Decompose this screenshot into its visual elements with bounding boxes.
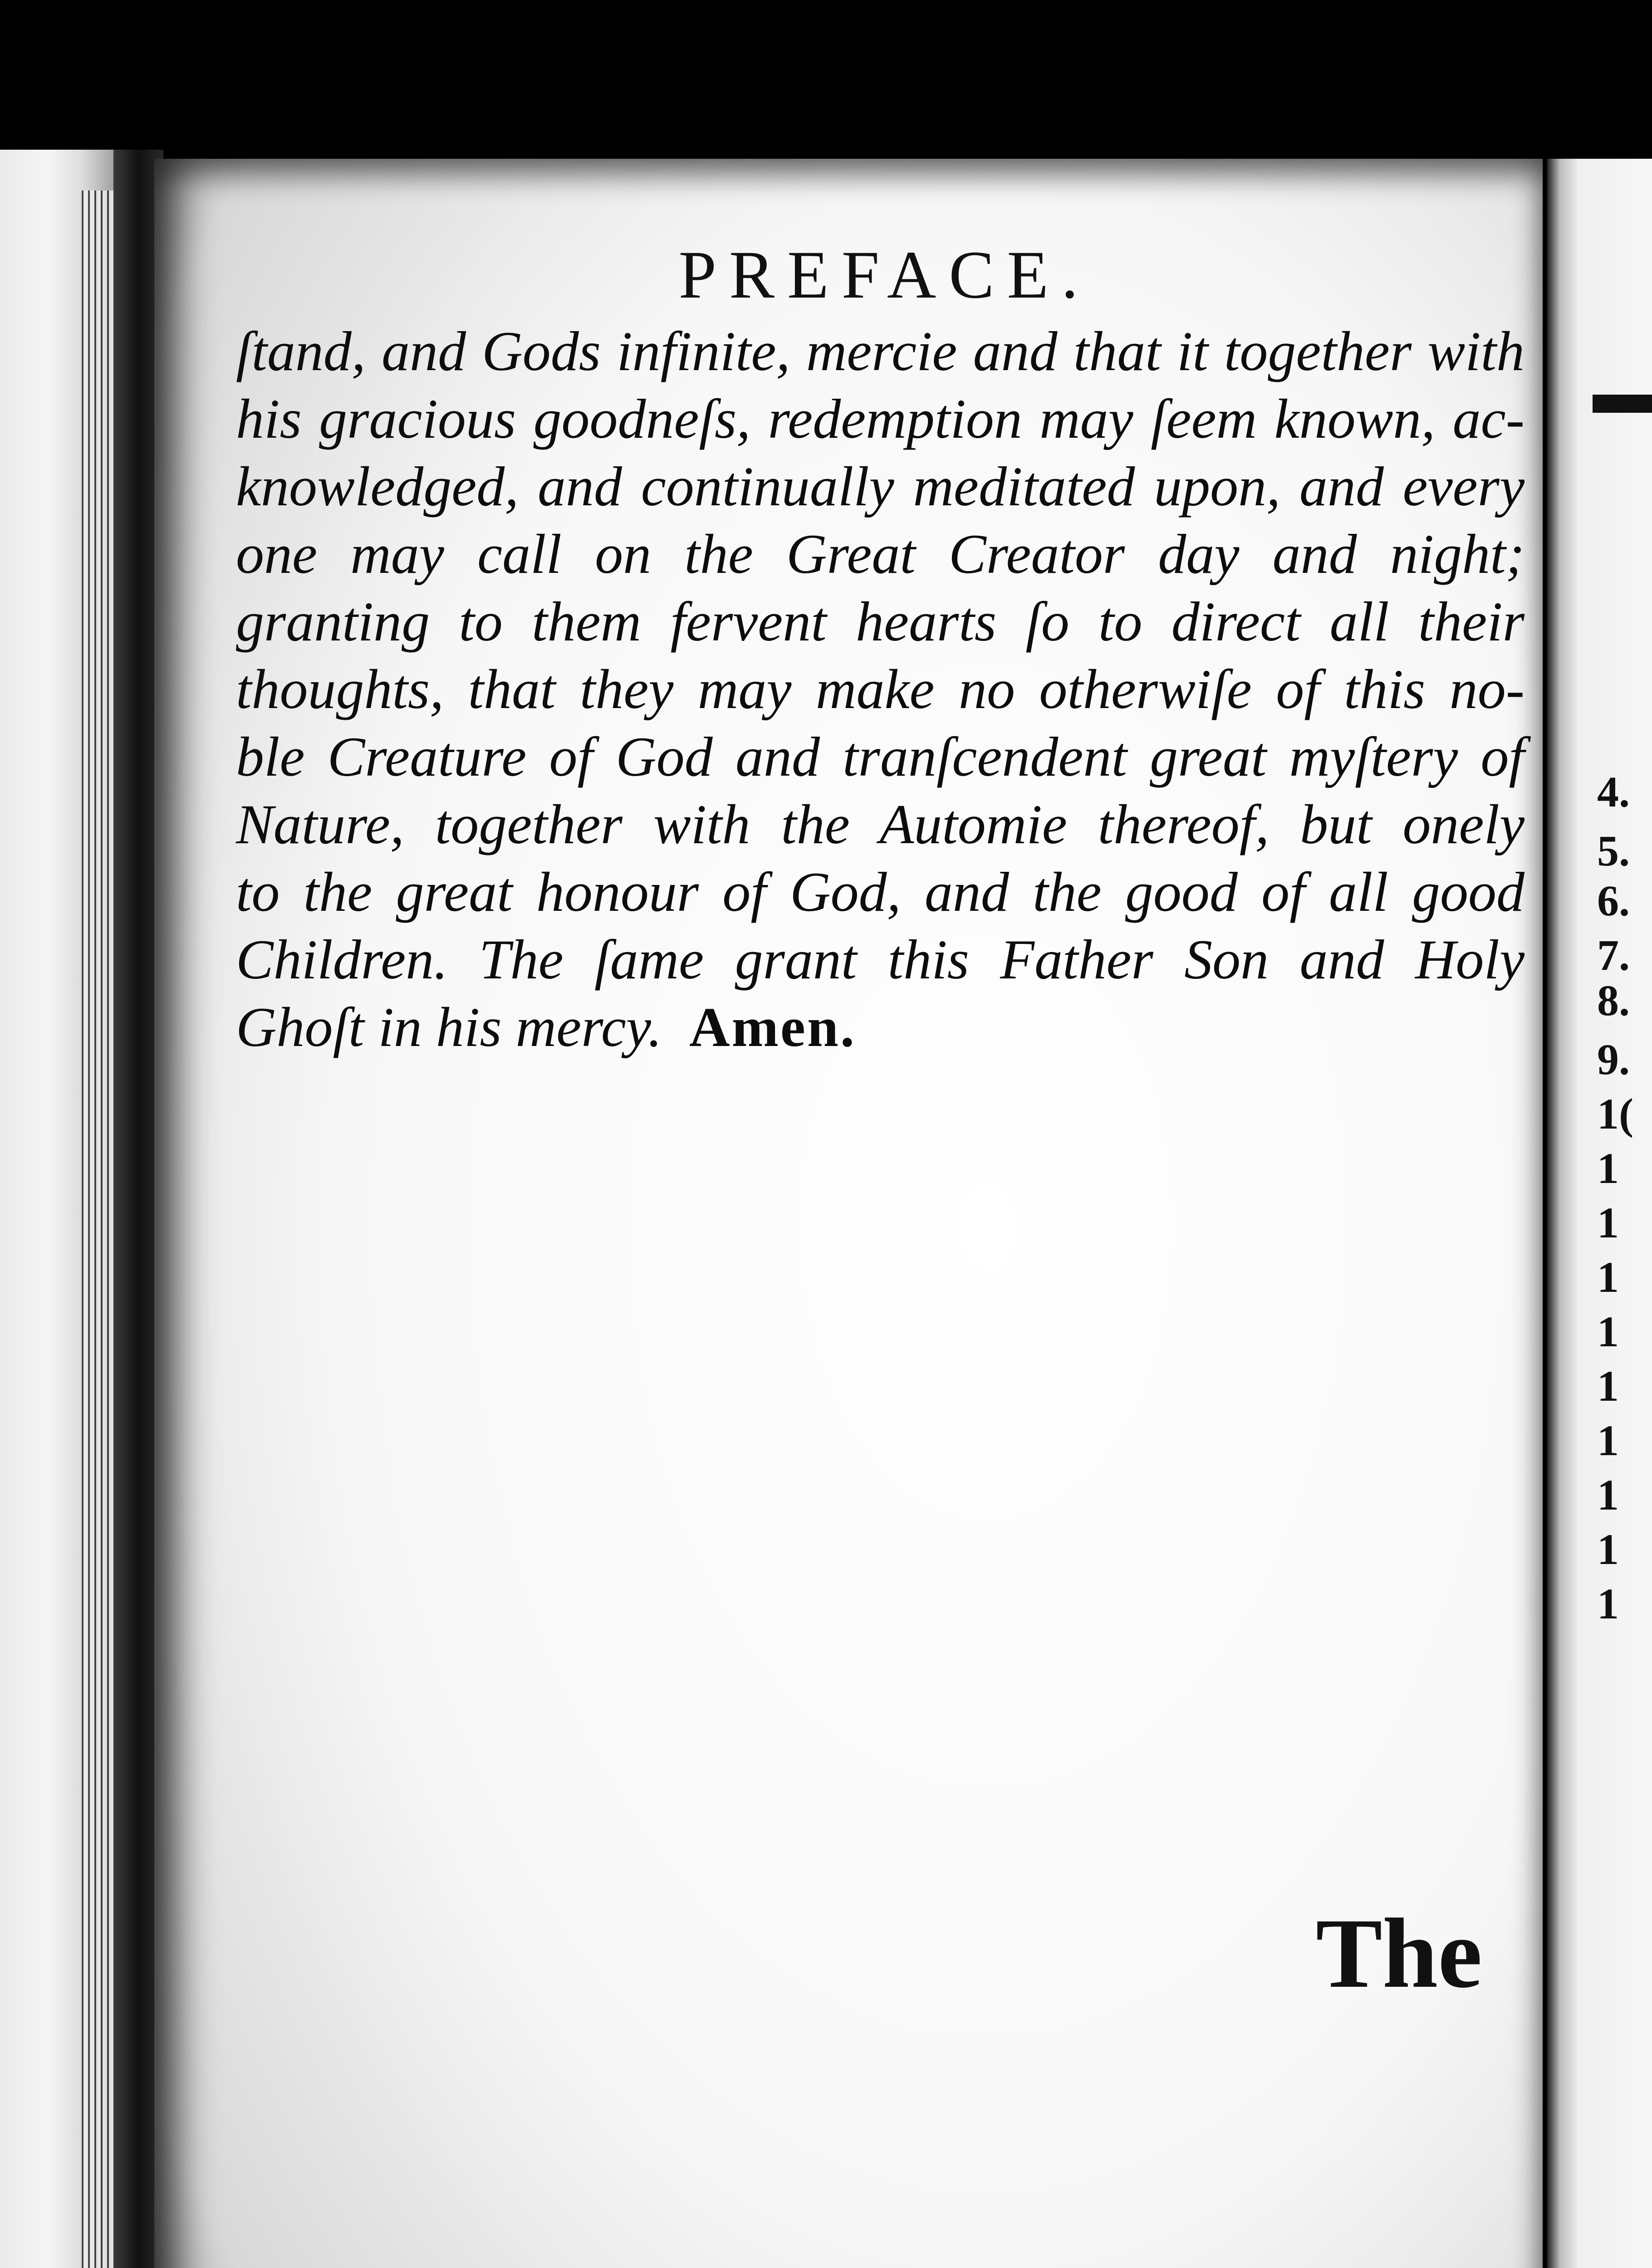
- right-page-fragment: 7.: [1597, 931, 1630, 979]
- text-line: thoughts, that they may make no otherwiſe of this no-: [236, 658, 1525, 720]
- right-page-fragment: 1: [1597, 1307, 1619, 1356]
- text-line-last: [236, 993, 1525, 1061]
- preface-text: [236, 318, 1525, 1061]
- closing-amen: Amen.: [689, 996, 856, 1058]
- right-page-fragment: 1: [1597, 1198, 1619, 1247]
- right-page-fragment: 8.: [1597, 976, 1630, 1025]
- right-page-strip: [1547, 159, 1652, 2268]
- text-line: to the great honour of God, and the good of all good: [236, 861, 1525, 923]
- right-page-fragment: 9.: [1597, 1035, 1630, 1084]
- right-page-fragment: 5.: [1597, 826, 1630, 875]
- text-line: Nature, together with the Automie thereof, but onely: [236, 793, 1525, 855]
- text-line: ble Creature of God and tranſcendent great myſtery of: [236, 726, 1525, 788]
- right-page-fragment: 1: [1597, 1362, 1619, 1410]
- right-page-fragment: 4.: [1597, 767, 1630, 816]
- right-page-fragment: 1: [1597, 1525, 1619, 1574]
- right-page-mark: [1593, 395, 1652, 413]
- right-page-fragment: 1: [1597, 1253, 1619, 1301]
- running-head: PREFACE.: [678, 237, 1091, 313]
- right-page-fragment: 1: [1597, 1579, 1619, 1628]
- text-line: one may call on the Great Creator day and night;: [236, 523, 1525, 585]
- text-line: Children. The ſame grant this Father Son and Holy: [236, 929, 1525, 991]
- right-page-fragment: 1: [1597, 1144, 1619, 1193]
- right-page-fragment: 1(: [1597, 1090, 1633, 1138]
- text-line: knowledged, and continually meditated upon, and every: [236, 455, 1525, 518]
- text-line: Ghoſt in his mercy.: [236, 996, 662, 1058]
- right-page-fragment: 1: [1597, 1416, 1619, 1465]
- scanner-border-top: [0, 0, 1652, 150]
- right-page-fragment: 1: [1597, 1471, 1619, 1519]
- text-line: ſtand, and Gods infinite, mercie and that it together with: [236, 320, 1525, 382]
- text-line: his gracious goodneſs, redemption may ſeem known, ac-: [236, 388, 1525, 450]
- text-line: granting to them fervent hearts ſo to direct all their: [236, 591, 1525, 653]
- page-edges: [82, 191, 113, 2268]
- catchword: The: [1316, 1898, 1482, 2009]
- right-page-fragment: 6.: [1597, 876, 1630, 925]
